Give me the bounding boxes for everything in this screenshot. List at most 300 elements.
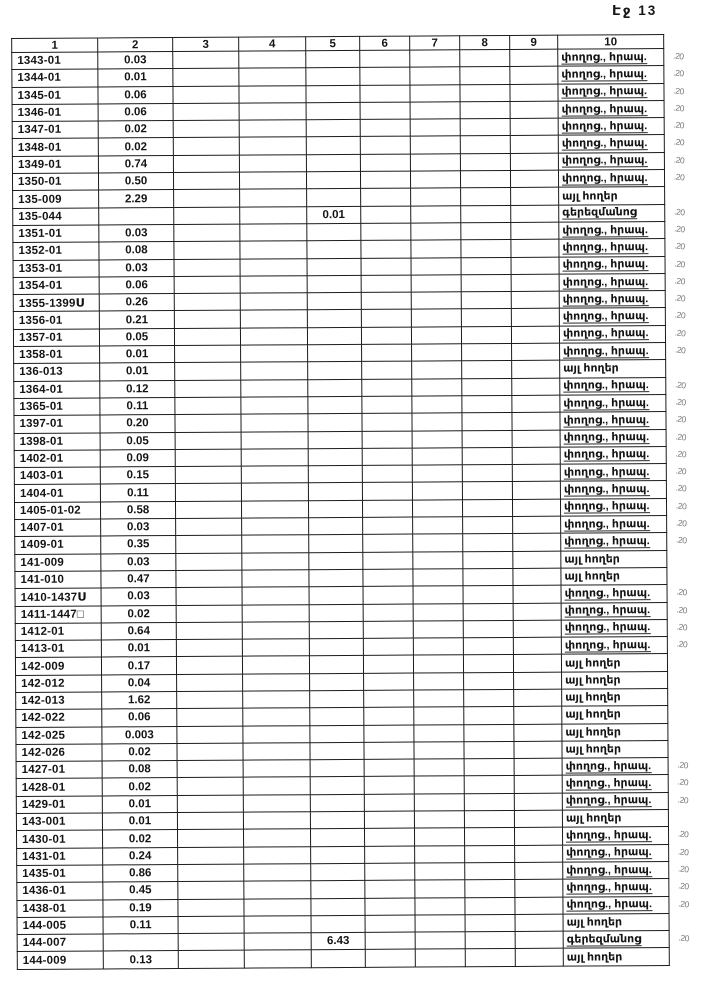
col5-value-cell (311, 846, 365, 864)
area-value-cell (103, 916, 178, 934)
col5-value-cell (308, 465, 362, 483)
empty-cell (241, 431, 308, 449)
empty-cell (240, 189, 307, 207)
col5-value-cell (307, 189, 361, 207)
cell-text: 1409-01 (20, 539, 64, 552)
cell-text: 1431-01 (22, 850, 66, 863)
use-type-cell (558, 152, 685, 170)
area-value-cell (102, 778, 177, 796)
header-cell-4: 4 (239, 37, 306, 51)
use-type-cell (558, 83, 685, 101)
empty-cell (239, 85, 306, 103)
cell-text: 0.05 (126, 434, 149, 447)
area-value-cell (101, 519, 176, 537)
empty-cell (241, 345, 308, 363)
empty-cell (464, 689, 514, 707)
parcel-code-cell (14, 381, 100, 399)
parcel-code-cell (13, 190, 99, 208)
empty-cell (365, 898, 415, 916)
cell-text: 0.19 (129, 901, 152, 914)
empty-cell (362, 448, 412, 466)
parcel-code-cell (14, 484, 100, 502)
col5-value-cell (309, 517, 363, 535)
empty-cell (515, 862, 563, 880)
empty-cell (513, 585, 561, 603)
cell-text: 1357-01 (18, 331, 63, 344)
empty-cell (363, 586, 413, 604)
area-value-cell (103, 934, 178, 952)
header-cell-8: 8 (460, 35, 510, 49)
area-value-cell (102, 674, 177, 692)
area-value-cell (103, 864, 178, 882)
use-type-cell (558, 170, 685, 188)
col5-value-cell (308, 431, 362, 449)
cell-text: փողոց., հրապ. (561, 68, 647, 81)
empty-cell (462, 344, 512, 362)
margin-mark: .20 (676, 638, 688, 650)
area-value-cell (99, 328, 174, 346)
parcel-code-cell (12, 87, 98, 105)
use-type-cell (559, 273, 686, 291)
empty-cell (178, 916, 244, 934)
empty-cell (414, 811, 464, 829)
empty-cell (411, 257, 461, 275)
empty-cell (413, 569, 463, 587)
use-type-cell (561, 567, 667, 585)
empty-cell (178, 933, 244, 951)
col5-value-cell (306, 102, 360, 120)
empty-cell (173, 68, 239, 86)
cell-text: 0.12 (126, 382, 149, 396)
area-value-cell (102, 795, 177, 813)
area-value-cell (98, 69, 173, 87)
cell-text: 1344-01 (17, 72, 62, 85)
cell-text: 0.11 (129, 919, 152, 932)
empty-cell (412, 430, 462, 448)
cell-text: 1398-01 (19, 435, 64, 448)
cell-text: 142-012 (21, 677, 65, 690)
empty-cell (463, 516, 513, 534)
cell-text: 0.35 (127, 538, 150, 551)
cell-text: 0.01 (125, 365, 149, 378)
header-cell-9: 9 (510, 35, 558, 49)
empty-cell (410, 50, 460, 68)
use-type-cell (559, 221, 686, 239)
empty-cell (243, 708, 310, 726)
use-type-cell (559, 256, 686, 274)
margin-mark: .20 (674, 396, 687, 408)
use-type-cell (559, 187, 665, 205)
empty-cell (243, 691, 310, 709)
use-type-cell (561, 585, 688, 603)
header-cell-2: 2 (98, 38, 173, 52)
cell-text: 0.74 (124, 158, 148, 171)
empty-cell (175, 362, 241, 380)
use-type-cell (562, 740, 668, 758)
empty-cell (365, 915, 415, 933)
col5-value-cell (311, 950, 365, 968)
empty-cell (363, 534, 413, 552)
parcel-code-cell (14, 467, 100, 485)
empty-cell (414, 776, 464, 794)
margin-mark: .20 (674, 275, 686, 287)
margin-mark: .20 (673, 240, 686, 252)
parcel-code-cell (13, 277, 99, 295)
empty-cell (510, 118, 558, 136)
cell-text: 1365-01 (19, 400, 64, 414)
empty-cell (241, 449, 308, 467)
margin-mark: .20 (672, 50, 685, 62)
area-value-cell (101, 553, 176, 571)
cell-text: 0.58 (126, 504, 150, 517)
use-type-cell (563, 844, 690, 862)
empty-cell (178, 899, 244, 917)
empty-cell (414, 794, 464, 812)
parcel-code-cell (13, 294, 99, 312)
cell-text: 0.01 (124, 71, 147, 84)
empty-cell (242, 656, 309, 674)
area-value-cell (102, 761, 177, 779)
empty-cell (513, 516, 561, 534)
use-type-cell (562, 827, 689, 845)
use-type-cell (562, 810, 668, 828)
empty-cell (175, 414, 241, 432)
margin-mark: .20 (674, 413, 687, 425)
parcel-code-cell (15, 571, 101, 589)
area-value-cell (101, 622, 176, 640)
empty-cell (460, 49, 510, 67)
use-type-cell (560, 481, 687, 499)
empty-cell (242, 518, 309, 536)
empty-cell (243, 725, 310, 743)
margin-mark: .20 (673, 136, 685, 148)
parcel-code-cell (16, 675, 102, 693)
cell-text: 1354-01 (18, 279, 63, 292)
cell-text: 1347-01 (17, 124, 62, 137)
empty-cell (243, 760, 310, 778)
cell-text: փողոց., հրապ. (563, 431, 650, 444)
empty-cell (460, 101, 510, 119)
empty-cell (465, 949, 515, 967)
col5-value-cell (310, 708, 364, 726)
use-type-cell (558, 66, 685, 84)
cell-text: 1343-01 (17, 54, 61, 68)
parcel-code-cell (13, 208, 99, 226)
cell-text: 1346-01 (17, 106, 62, 120)
empty-cell (462, 361, 512, 379)
empty-cell (177, 674, 243, 692)
empty-cell (461, 292, 511, 310)
parcel-code-cell (15, 657, 101, 675)
cell-text: փողոց., հրապ. (563, 344, 649, 358)
parcel-code-cell (12, 52, 98, 70)
use-type-cell (563, 879, 690, 897)
cell-text: 144-005 (22, 919, 67, 932)
empty-cell (464, 793, 514, 811)
empty-cell (239, 120, 306, 138)
empty-cell (465, 845, 515, 863)
cell-text: 1438-01 (22, 902, 67, 915)
empty-cell (514, 758, 562, 776)
col5-value-cell (309, 569, 363, 587)
cell-text: 0.01 (322, 208, 345, 221)
empty-cell (515, 845, 563, 863)
empty-cell (414, 690, 464, 708)
cell-text: փողոց., հրապ. (564, 638, 651, 652)
empty-cell (360, 171, 410, 189)
use-type-cell (561, 533, 688, 551)
empty-cell (176, 656, 242, 674)
cell-text: 0.45 (129, 884, 152, 897)
page-number: Էջ 13 (612, 3, 658, 18)
empty-cell (361, 310, 411, 328)
cell-text: 1404-01 (19, 487, 64, 500)
cell-text: փողոց., հրապ. (563, 413, 650, 427)
empty-cell (514, 776, 562, 794)
col5-value-cell (307, 223, 361, 241)
parcel-code-cell (15, 588, 101, 606)
margin-mark: .20 (674, 344, 686, 356)
empty-cell (461, 309, 511, 327)
empty-cell (515, 879, 563, 897)
empty-cell (514, 672, 562, 690)
cell-text: 0.11 (126, 400, 149, 413)
empty-cell (463, 534, 513, 552)
cell-text: 0.20 (126, 417, 149, 430)
empty-cell (239, 154, 306, 172)
area-value-cell (99, 224, 174, 242)
empty-cell (363, 569, 413, 587)
empty-cell (360, 137, 410, 155)
empty-cell (177, 726, 243, 744)
cell-text: փողոց., հրապ. (564, 517, 650, 531)
empty-cell (365, 863, 415, 881)
empty-cell (411, 292, 461, 310)
cell-text: 142-026 (21, 746, 66, 759)
empty-cell (465, 862, 515, 880)
area-value-cell (101, 536, 176, 554)
area-value-cell (99, 207, 174, 225)
parcel-code-cell (17, 917, 103, 935)
empty-cell (414, 724, 464, 742)
empty-cell (514, 828, 562, 846)
empty-cell (511, 205, 559, 223)
empty-cell (414, 742, 464, 760)
parcel-code-cell (14, 502, 100, 520)
use-type-cell (561, 550, 667, 568)
empty-cell (174, 293, 240, 311)
empty-cell (361, 188, 411, 206)
area-value-cell (102, 743, 177, 761)
empty-cell (240, 206, 307, 224)
cell-text: փողոց., հրապ. (566, 881, 652, 894)
cell-text: փողոց., հրապ. (563, 483, 650, 496)
empty-cell (177, 829, 243, 847)
cell-text: 6.43 (326, 935, 350, 948)
cell-text: 1355-1399Ս (18, 297, 85, 311)
empty-cell (413, 551, 463, 569)
cell-text: 0.26 (125, 296, 148, 309)
empty-cell (414, 828, 464, 846)
use-type-cell (562, 792, 689, 810)
area-value-cell (100, 415, 175, 433)
area-value-cell (101, 570, 176, 588)
area-value-cell (102, 813, 177, 831)
empty-cell (461, 274, 511, 292)
empty-cell (178, 847, 244, 865)
empty-cell (514, 793, 562, 811)
cell-text: 143-001 (21, 815, 66, 829)
cell-text: 142-022 (21, 712, 65, 725)
parcel-code-cell (16, 761, 102, 779)
parcel-code-cell (12, 121, 98, 139)
empty-cell (177, 743, 243, 761)
cell-text: փողոց., հրապ. (563, 379, 649, 392)
empty-cell (510, 101, 558, 119)
cell-text: այլ հողեր (564, 570, 621, 583)
parcel-code-cell (16, 709, 102, 727)
empty-cell (413, 603, 463, 621)
cell-text: 1352-01 (18, 245, 63, 258)
margin-mark: .20 (675, 430, 687, 443)
empty-cell (511, 222, 559, 240)
empty-cell (511, 291, 559, 309)
empty-cell (239, 51, 306, 69)
empty-cell (241, 362, 308, 380)
empty-cell (411, 188, 461, 206)
empty-cell (465, 914, 515, 932)
empty-cell (412, 396, 462, 414)
empty-cell (463, 655, 513, 673)
cell-text: 0.03 (125, 227, 148, 240)
col5-value-cell (307, 310, 361, 328)
parcel-code-cell (16, 744, 102, 762)
cell-text: 0.01 (127, 642, 151, 655)
margin-mark: .20 (677, 794, 689, 806)
empty-cell (412, 344, 462, 362)
use-type-cell (562, 706, 668, 724)
header-cell-1: 1 (12, 38, 98, 53)
cell-text: 0.03 (127, 590, 150, 603)
margin-mark: .20 (673, 154, 685, 166)
cell-text: փողոց., հրապ. (564, 535, 650, 548)
empty-cell (175, 449, 241, 467)
cell-text: այլ հողեր (564, 656, 621, 670)
empty-cell (176, 587, 242, 605)
cell-text: այլ հողեր (565, 691, 621, 704)
empty-cell (512, 430, 560, 448)
empty-cell (174, 189, 240, 207)
empty-cell (510, 49, 558, 67)
parcel-code-cell (13, 311, 99, 329)
cell-text: փողոց., հրապ. (565, 794, 652, 808)
use-type-cell (558, 100, 685, 118)
margin-mark: .20 (677, 880, 690, 892)
empty-cell (175, 501, 241, 519)
empty-cell (463, 586, 513, 604)
empty-cell (241, 414, 308, 432)
cell-text: 136-013 (19, 366, 63, 379)
use-type-cell (558, 118, 685, 136)
empty-cell (515, 949, 563, 967)
area-value-cell (100, 484, 175, 502)
empty-cell (244, 846, 311, 864)
parcel-code-cell (15, 640, 101, 658)
empty-cell (177, 708, 243, 726)
empty-cell (414, 707, 464, 725)
margin-mark: .20 (673, 257, 686, 270)
col5-value-cell (310, 829, 364, 847)
empty-cell (173, 172, 239, 190)
empty-cell (175, 397, 241, 415)
margin-mark: .20 (672, 67, 685, 79)
cell-text: 0.06 (124, 88, 147, 102)
empty-cell (361, 258, 411, 276)
empty-cell (415, 932, 465, 950)
empty-cell (361, 327, 411, 345)
cell-text: 0.09 (126, 452, 149, 465)
empty-cell (240, 241, 307, 259)
empty-cell (362, 431, 412, 449)
use-type-cell (561, 619, 688, 637)
cell-text: 0.06 (124, 106, 147, 119)
cell-text: 1349-01 (17, 158, 62, 171)
empty-cell (413, 534, 463, 552)
empty-cell (510, 136, 558, 154)
margin-mark: .20 (675, 482, 687, 494)
empty-cell (510, 170, 558, 188)
empty-cell (175, 466, 241, 484)
area-value-cell (101, 657, 176, 675)
area-value-cell (98, 173, 173, 191)
cell-text: 0.47 (127, 573, 150, 586)
margin-mark: .20 (673, 223, 686, 235)
empty-cell (415, 880, 465, 898)
empty-cell (175, 345, 241, 363)
use-type-cell (561, 637, 688, 655)
empty-cell (412, 448, 462, 466)
empty-cell (173, 51, 239, 69)
cell-text: 142-025 (21, 729, 66, 742)
cell-text: 1411-1447□ (20, 608, 85, 621)
col5-value-cell (306, 137, 360, 155)
area-value-cell (98, 103, 173, 121)
area-value-cell (100, 397, 175, 415)
empty-cell (464, 672, 514, 690)
parcel-code-cell (12, 69, 98, 87)
empty-cell (175, 432, 241, 450)
empty-cell (363, 604, 413, 622)
parcel-code-cell (16, 796, 102, 814)
margin-mark: .20 (677, 776, 689, 788)
empty-cell (244, 933, 311, 951)
cell-text: 0.02 (128, 746, 151, 759)
empty-cell (465, 880, 515, 898)
empty-cell (364, 690, 414, 708)
parcel-code-cell (13, 225, 99, 243)
empty-cell (364, 828, 414, 846)
empty-cell (360, 119, 410, 137)
area-value-cell (100, 449, 175, 467)
cell-text: փողոց., հրապ. (562, 223, 648, 237)
empty-cell (463, 638, 513, 656)
empty-cell (174, 328, 240, 346)
use-type-cell (560, 429, 687, 447)
cell-text: այլ հողեր (564, 553, 620, 566)
area-value-cell (99, 190, 174, 208)
empty-cell (462, 499, 512, 517)
empty-cell (514, 724, 562, 742)
